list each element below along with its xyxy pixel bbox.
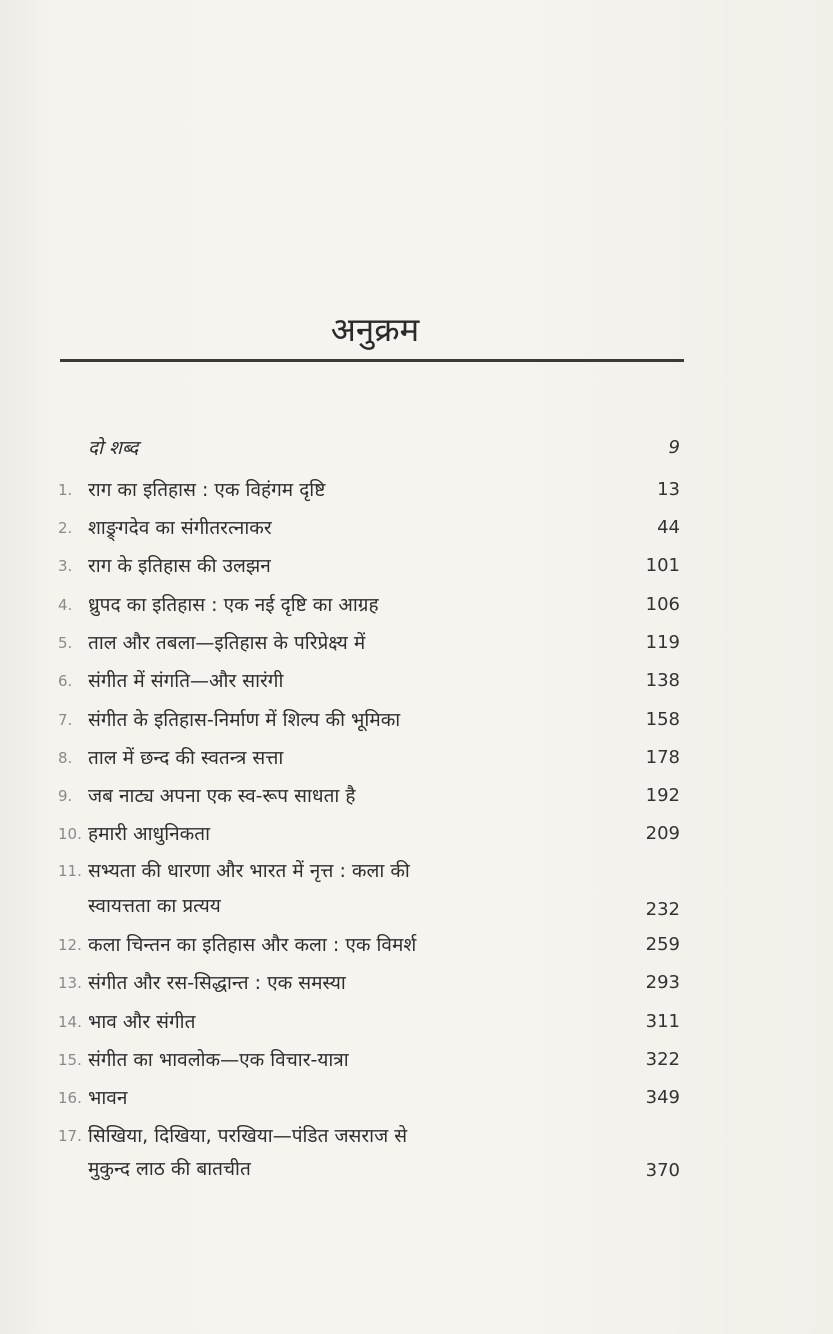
toc-entry bbox=[58, 704, 680, 736]
toc-entry-number: 15. bbox=[58, 1051, 82, 1069]
toc-entry bbox=[58, 1006, 680, 1038]
toc-entry-title: संगीत और रस-सिद्धान्त : एक समस्या bbox=[88, 972, 346, 994]
toc-entry-title-line2: स्वायत्तता का प्रत्यय bbox=[88, 895, 221, 917]
toc-entry-title: भाव और संगीत bbox=[88, 1011, 196, 1033]
toc-entry-title: कला चिन्तन का इतिहास और कला : एक विमर्श bbox=[88, 934, 417, 956]
toc-entry-title: राग का इतिहास : एक विहंगम दृष्टि bbox=[88, 479, 326, 501]
toc-entry-number: 8. bbox=[58, 749, 73, 767]
toc-entry-page: 192 bbox=[645, 785, 680, 806]
toc-entry-title: ध्रुपद का इतिहास : एक नई दृष्टि का आग्रह bbox=[88, 594, 379, 616]
toc-entry-title: राग के इतिहास की उलझन bbox=[88, 555, 271, 577]
toc-entry-number: 1. bbox=[58, 481, 73, 499]
toc-entry bbox=[58, 1082, 680, 1114]
toc-entry-page: 101 bbox=[645, 555, 680, 576]
toc-entry bbox=[58, 1120, 680, 1152]
toc-entry-title: ताल में छन्द की स्वतन्त्र सत्ता bbox=[88, 747, 284, 769]
toc-entry-title: भावन bbox=[88, 1087, 128, 1109]
toc-entry-number: 2. bbox=[58, 519, 73, 537]
toc-entry-number: 7. bbox=[58, 711, 73, 729]
toc-entry bbox=[58, 627, 680, 659]
toc-entry bbox=[58, 1044, 680, 1076]
toc-entry-number: 14. bbox=[58, 1013, 82, 1031]
toc-entry bbox=[58, 742, 680, 774]
toc-entry-number: 9. bbox=[58, 787, 73, 805]
toc-entry-title: सिखिया, दिखिया, परखिया—पंडित जसराज से bbox=[88, 1125, 408, 1147]
toc-entry-page: 349 bbox=[645, 1087, 680, 1108]
toc-entry bbox=[58, 432, 680, 464]
toc-entry-title: संगीत का भावलोक—एक विचार-यात्रा bbox=[88, 1049, 349, 1071]
toc-entry bbox=[58, 512, 680, 544]
toc-entry-page: 370 bbox=[645, 1160, 680, 1181]
toc-entry-page: 106 bbox=[645, 594, 680, 615]
toc-entry-number: 16. bbox=[58, 1089, 82, 1107]
toc-entry-title-line2: मुकुन्द लाठ की बातचीत bbox=[88, 1158, 251, 1180]
toc-entry-number: 4. bbox=[58, 596, 73, 614]
toc-entry-title: दो शब्द bbox=[88, 437, 139, 459]
toc-entry-page: 158 bbox=[645, 709, 680, 730]
toc-entry-title: ताल और तबला—इतिहास के परिप्रेक्ष्य में bbox=[88, 632, 366, 654]
toc-entry bbox=[58, 929, 680, 961]
toc-entry bbox=[58, 589, 680, 621]
toc-entry-title: शाङ्र्गदेव का संगीतरत्नाकर bbox=[88, 517, 272, 539]
toc-entry-page: 293 bbox=[645, 972, 680, 993]
toc-entry-number: 11. bbox=[58, 862, 82, 880]
toc-entry-page: 178 bbox=[645, 747, 680, 768]
toc-entry-title: जब नाट्य अपना एक स्व-रूप साधता है bbox=[88, 785, 356, 807]
toc-entry-title: हमारी आधुनिकता bbox=[88, 823, 211, 845]
title-underline bbox=[60, 359, 684, 362]
toc-entry bbox=[58, 550, 680, 582]
toc-entry-page: 13 bbox=[657, 479, 680, 500]
toc-entry-title: संगीत के इतिहास-निर्माण में शिल्प की भूमिका bbox=[88, 709, 401, 731]
toc-entry bbox=[58, 665, 680, 697]
toc-entry bbox=[58, 818, 680, 850]
toc-entry-continued bbox=[58, 1153, 680, 1185]
toc-entry bbox=[58, 967, 680, 999]
toc-entry-number: 5. bbox=[58, 634, 73, 652]
toc-entry-page: 232 bbox=[645, 899, 680, 920]
toc-entry bbox=[58, 474, 680, 506]
page-title: अनुक्रम bbox=[330, 310, 420, 349]
toc-entry-title: सभ्यता की धारणा और भारत में नृत्त : कला की bbox=[88, 860, 410, 882]
toc-entry-number: 3. bbox=[58, 557, 73, 575]
toc-entry-page: 311 bbox=[645, 1011, 680, 1032]
toc-entry-page: 119 bbox=[645, 632, 680, 653]
toc-entry-page: 138 bbox=[645, 670, 680, 691]
toc-entry-continued bbox=[58, 890, 680, 922]
toc-entry-page: 209 bbox=[645, 823, 680, 844]
toc-entry bbox=[58, 855, 680, 887]
toc-entry-page: 322 bbox=[645, 1049, 680, 1070]
toc-entry-number: 17. bbox=[58, 1127, 82, 1145]
toc-entry-page: 259 bbox=[645, 934, 680, 955]
toc-entry-number: 6. bbox=[58, 672, 73, 690]
toc-entry-title: संगीत में संगति—और सारंगी bbox=[88, 670, 284, 692]
toc-entry-page: 44 bbox=[657, 517, 680, 538]
toc-entry bbox=[58, 780, 680, 812]
toc-entry-page: 9 bbox=[668, 437, 680, 458]
toc-entry-number: 12. bbox=[58, 936, 82, 954]
toc-entry-number: 13. bbox=[58, 974, 82, 992]
toc-entry-number: 10. bbox=[58, 825, 82, 843]
